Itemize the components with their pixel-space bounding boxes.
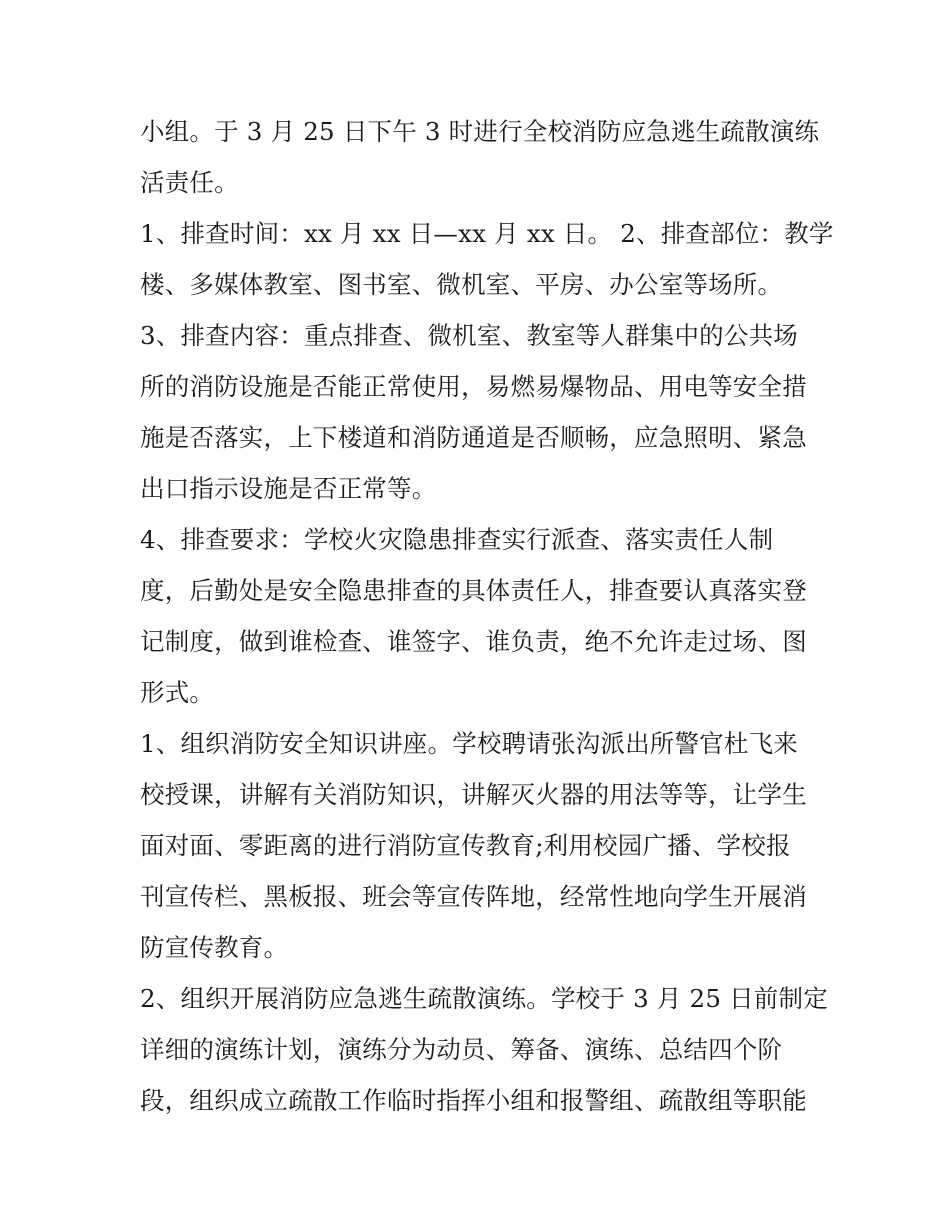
text-line: 4、排查要求：学校火灾隐患排查实行派查、落实责任人制 <box>140 525 774 554</box>
text-line: 形式。 <box>140 678 215 707</box>
text-line: 面对面、零距离的进行消防宣传教育;利用校园广播、学校报 <box>140 831 791 860</box>
text-line: 小组。于 3 月 25 日下午 3 时进行全校消防应急逃生疏散演练 <box>140 117 820 146</box>
text-line: 详细的演练计划，演练分为动员、筹备、演练、总结四个阶 <box>140 1035 783 1064</box>
text-line: 记制度，做到谁检查、谁签字、谁负责，绝不允许走过场、图 <box>140 627 807 656</box>
text-line: 楼、多媒体教室、图书室、微机室、平房、办公室等场所。 <box>140 270 783 299</box>
text-line: 所的消防设施是否能正常使用，易燃易爆物品、用电等安全措 <box>140 372 807 401</box>
text-line: 校授课，讲解有关消防知识，讲解灭火器的用法等等，让学生 <box>140 780 807 809</box>
text-line: 1、排查时间：xx 月 xx 日—xx 月 xx 日。 2、排查部位：教学 <box>140 219 834 248</box>
text-line: 施是否落实，上下楼道和消防通道是否顺畅，应急照明、紧急 <box>140 423 807 452</box>
text-line: 1、组织消防安全知识讲座。学校聘请张沟派出所警官杜飞来 <box>140 729 798 758</box>
text-line: 度，后勤处是安全隐患排查的具体责任人，排查要认真落实登 <box>140 576 807 605</box>
text-line: 段，组织成立疏散工作临时指挥小组和报警组、疏散组等职能 <box>140 1086 807 1115</box>
document-body <box>140 106 834 1126</box>
text-line: 2、组织开展消防应急逃生疏散演练。学校于 3 月 25 日前制定 <box>140 984 828 1013</box>
text-line: 出口指示设施是否正常等。 <box>140 474 437 503</box>
text-line: 3、排查内容：重点排查、微机室、教室等人群集中的公共场 <box>140 321 798 350</box>
text-line: 刊宣传栏、黑板报、班会等宣传阵地，经常性地向学生开展消 <box>140 882 807 911</box>
text-line: 活责任。 <box>140 168 239 197</box>
text-line: 防宣传教育。 <box>140 933 289 962</box>
